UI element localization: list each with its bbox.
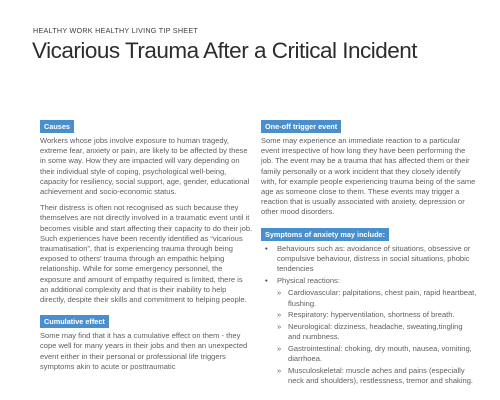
- section-header-symptoms: Symptoms of anxiety may include:: [261, 228, 389, 241]
- sub-list-item: » Musculoskeletal: muscle aches and pains (especially neck and shoulders), restlessness, tremor and shaking.: [277, 366, 477, 386]
- page-title: Vicarious Trauma After a Critical Incident: [32, 38, 418, 63]
- list-item-label: Physical reactions:: [277, 276, 340, 286]
- sub-list-item: » Respiratory: hyperventilation, shortness of breath.: [277, 310, 477, 320]
- causes-paragraph-2: Their distress is often not recognised as such because they themselves are not directly involved in a traumatic event until it becomes visible and start affecting their capacity to do their job. Such experiences have been recently identified as “vicarious traumatisation”, that is experiencing trauma through being exposed to others’ trauma through an empathic helping relationship. While for some emergency personnel, the exposure and amount of empathy required is limited, there is an additional complexity and that is their inability to help directly, despite their skills and commitment to helping people.: [40, 203, 253, 305]
- right-column: [261, 116, 477, 388]
- symptoms-list: [261, 244, 477, 387]
- list-item: • Behaviours such as: avoidance of situations, obsessive or compulsive behaviour, distress in social situations, phobic tendencies: [261, 244, 477, 275]
- sub-list-item: » Neurological: dizziness, headache, sweating,tingling and numbness.: [277, 322, 477, 342]
- section-header-cumulative-effect: Cumulative effect: [40, 315, 109, 328]
- sub-list-item: » Gastrointestinal: choking, dry mouth, nausea, vomiting, diarrhoea.: [277, 344, 477, 364]
- list-item-physical-reactions: [261, 276, 477, 386]
- causes-paragraph-1: Workers whose jobs involve exposure to human tragedy, extreme fear, anxiety or pain, are likely to be affected by these in some way. How they are impacted will vary depending on their individual style of coping, psychological well-being, capacity for resiliency, social support, age, gender, educational achievement and socio-economic status.: [40, 136, 250, 197]
- section-header-causes: Causes: [40, 120, 74, 133]
- section-header-one-off-trigger: One-off trigger event: [261, 120, 341, 133]
- left-column: [40, 116, 253, 378]
- trigger-paragraph: Some may experience an immediate reaction to a particular event irrespective of how long they have been performing the job. The event may be a trauma that has affected them or their family personally or a work incident that they closely identify with, for example people experiencing trauma being of the same age as someone close to them. These events may trigger a reaction that is usually associated with anxiety, depression or other mood disorders.: [261, 136, 476, 217]
- tip-sheet-kicker: HEALTHY WORK HEALTHY LIVING TIP SHEET: [33, 26, 199, 35]
- physical-reactions-sublist: [277, 288, 477, 386]
- cumulative-paragraph: Some may find that it has a cumulative effect on them - they cope well for many years in their jobs and then an unexpected event either in their personal or professional life triggers symptoms akin to acute or posttraumatic: [40, 331, 248, 371]
- sub-list-item: » Cardiovascular: palpitations, chest pain, rapid heartbeat, flushing.: [277, 288, 477, 308]
